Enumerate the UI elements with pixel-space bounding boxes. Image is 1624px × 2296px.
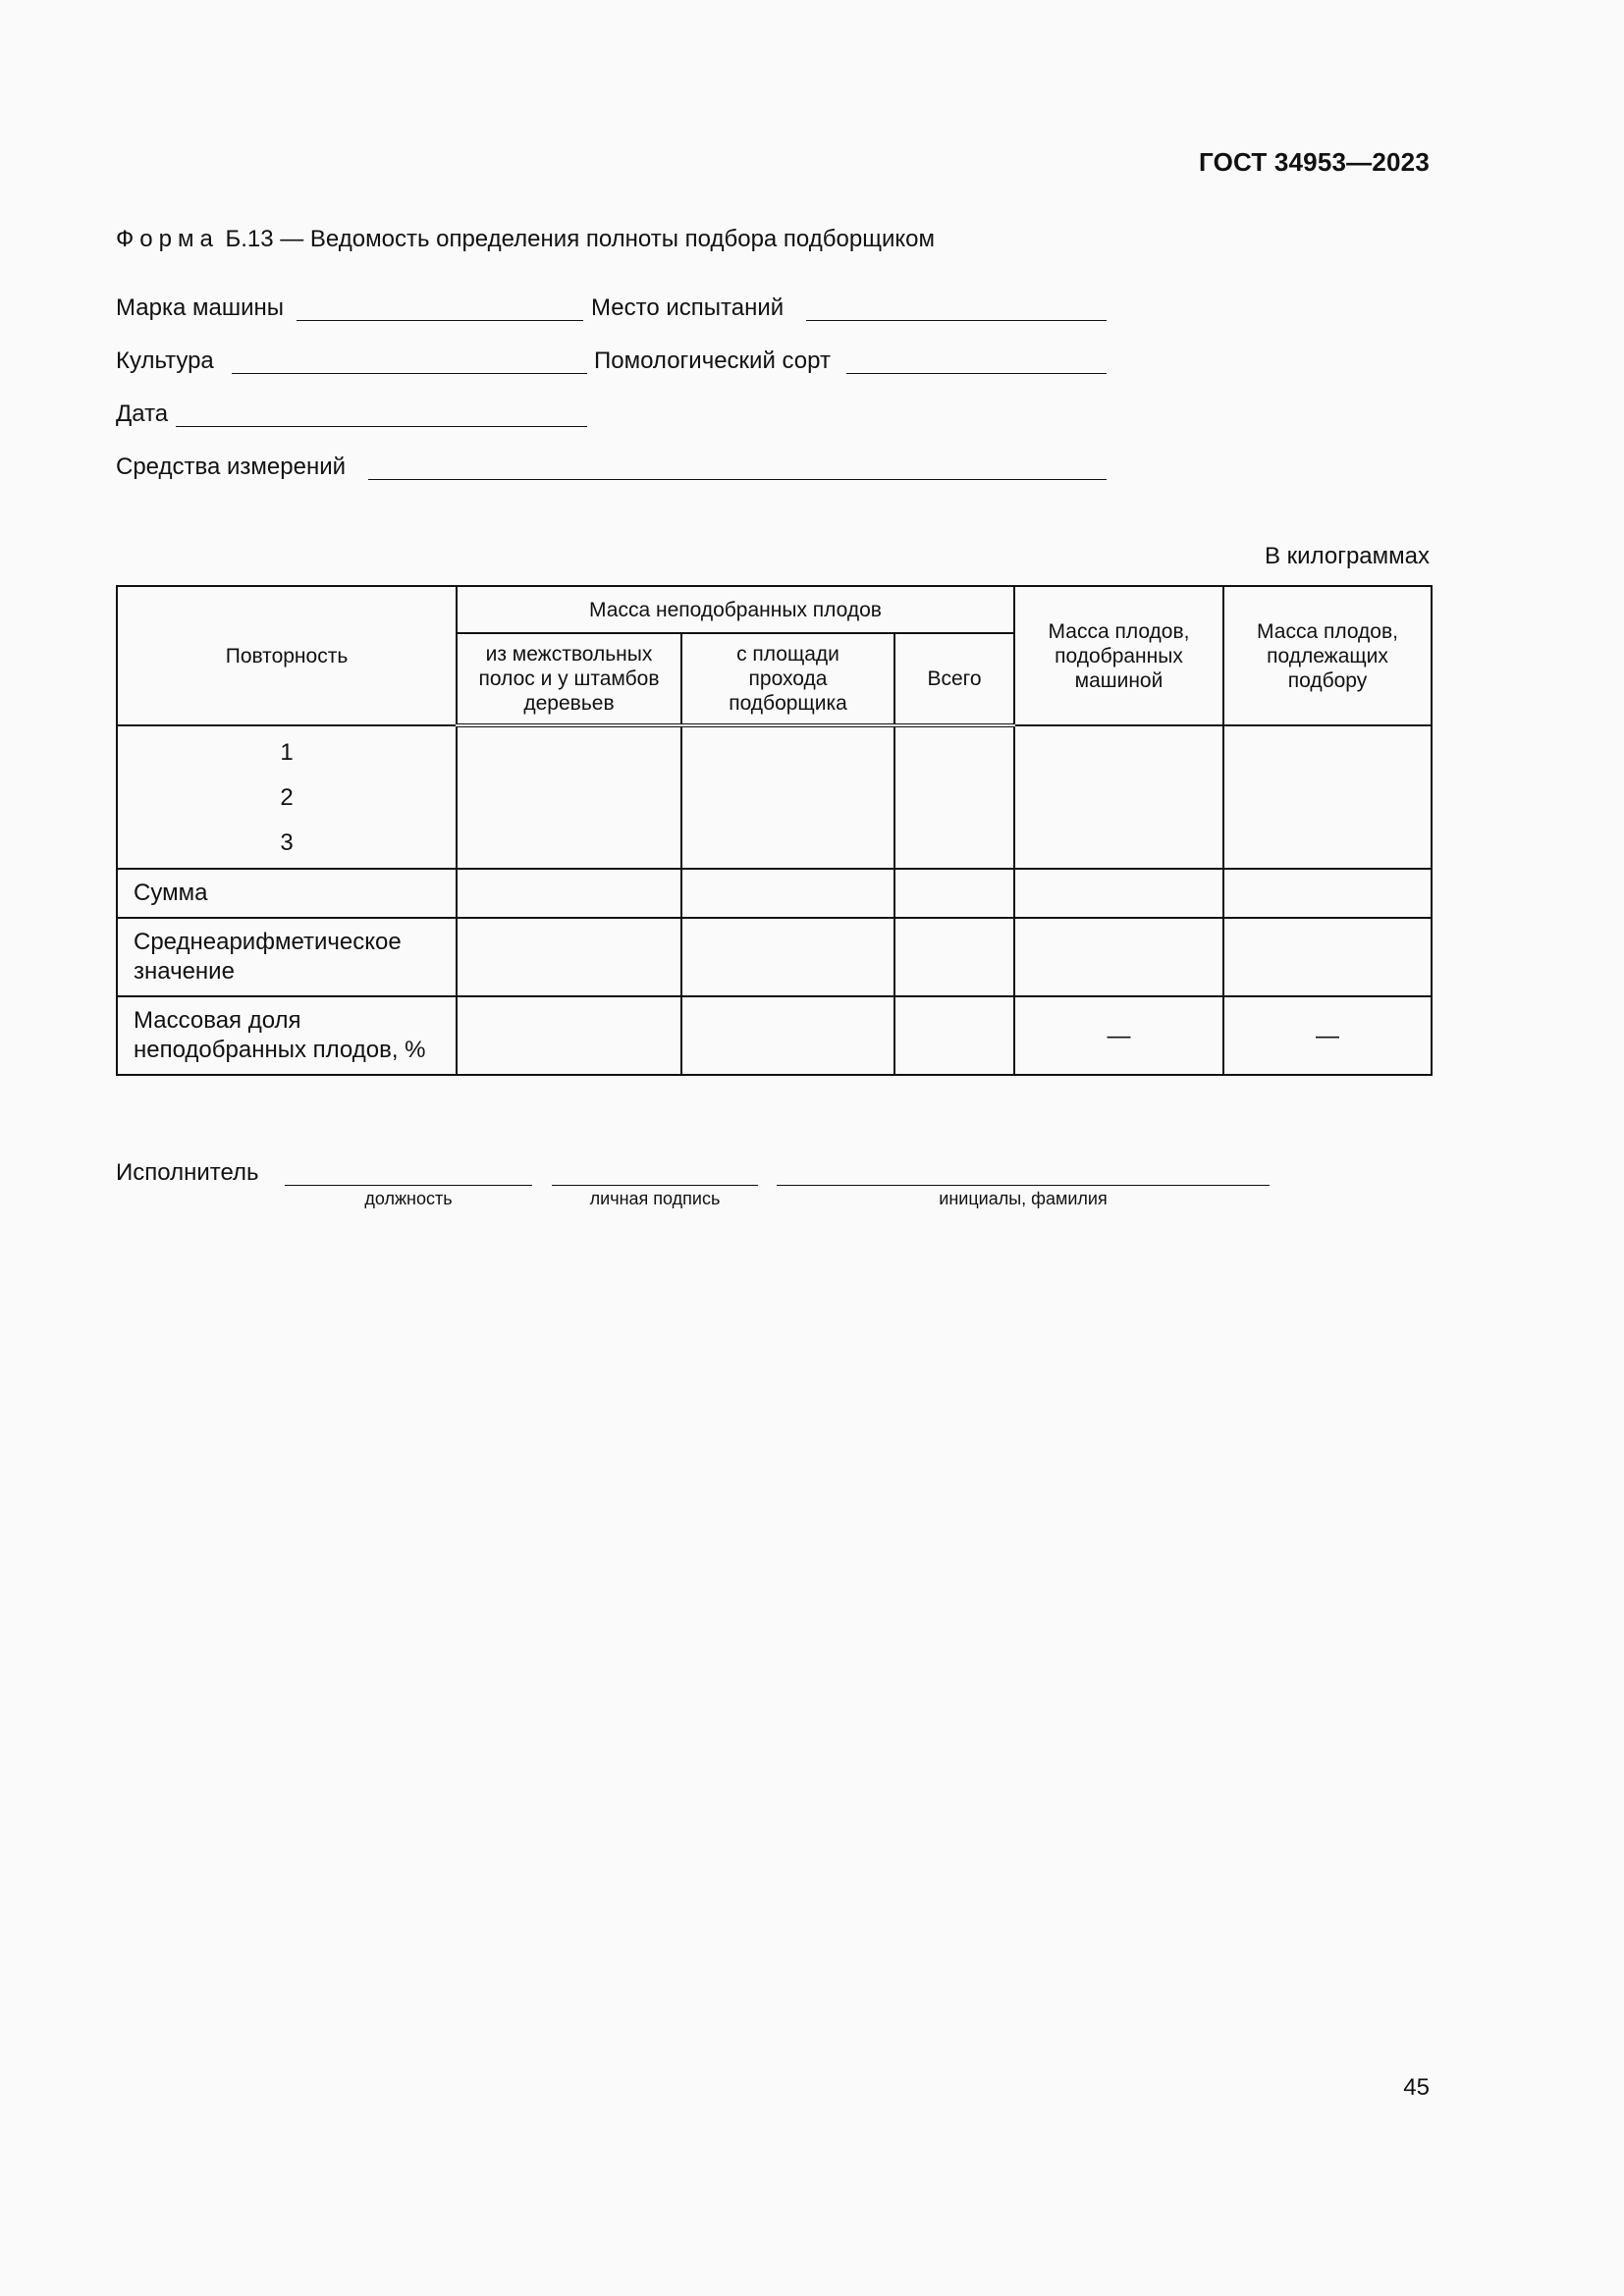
repetition-1: 1 [280, 739, 294, 766]
repetition-3: 3 [280, 829, 294, 856]
date-label: Дата [116, 400, 169, 427]
table-cell [1014, 725, 1223, 869]
machine-brand-label: Марка машины [116, 294, 285, 321]
performer-label: Исполнитель [116, 1159, 259, 1186]
culture-label: Культура [116, 347, 214, 374]
measuring-tools-label: Средства измерений [116, 454, 347, 480]
page-number: 45 [1403, 2074, 1430, 2101]
table-cell [457, 725, 681, 869]
pomological-variety-line [846, 373, 1107, 374]
header-mass-to-pick: Масса плодов, подлежащих подбору [1223, 586, 1432, 725]
table-cell [457, 996, 681, 1075]
table-cell [894, 996, 1014, 1075]
form-title-prefix: Форма [116, 226, 219, 252]
signature-caption: личная подпись [589, 1189, 721, 1208]
test-place-label: Место испытаний [591, 294, 785, 321]
table-cell [894, 869, 1014, 918]
measuring-tools-line [368, 479, 1107, 480]
table-cell [681, 869, 894, 918]
header-from-area: с площади прохода подборщика [681, 633, 894, 725]
table-cell [457, 918, 681, 996]
name-line [777, 1185, 1270, 1186]
header-from-strips: из межствольных полос и у штамбов деревьев [457, 633, 681, 725]
header-repetition: Повторность [117, 586, 457, 725]
row-label-share: Массовая доля неподобранных плодов, % [117, 996, 457, 1075]
table-cell [1014, 918, 1223, 996]
table-row-share [117, 996, 1432, 1075]
pomological-variety-label: Помологический сорт [594, 347, 831, 374]
table-cell [1223, 725, 1432, 869]
repetition-cell [117, 725, 457, 869]
form-title-text: Б.13 — Ведомость определения полноты подбора подборщиком [225, 226, 935, 252]
table-cell [1223, 869, 1432, 918]
table-cell [894, 918, 1014, 996]
row-label-sum: Сумма [117, 869, 457, 918]
measurement-table [116, 585, 1433, 1076]
table-cell [1014, 869, 1223, 918]
header-total: Всего [894, 633, 1014, 725]
repetition-2: 2 [280, 784, 294, 811]
table-cell [894, 725, 1014, 869]
date-line [176, 426, 587, 427]
dash-cell-picked: — [1014, 996, 1223, 1075]
form-title [116, 226, 935, 253]
signature-line [552, 1185, 758, 1186]
row-label-mean: Среднеарифметическое значение [117, 918, 457, 996]
unit-note: В килограммах [1265, 543, 1430, 569]
table-row-sum [117, 869, 1432, 918]
dash-cell-to-pick: — [1223, 996, 1432, 1075]
test-place-line [806, 320, 1107, 321]
header-mass-picked: Масса плодов, подобранных машиной [1014, 586, 1223, 725]
header-mass-unpicked: Масса неподобранных плодов [457, 586, 1014, 633]
table-cell [1223, 918, 1432, 996]
name-caption: инициалы, фамилия [939, 1189, 1108, 1208]
position-line [285, 1185, 532, 1186]
culture-line [232, 373, 587, 374]
table-cell [681, 725, 894, 869]
position-caption: должность [364, 1189, 453, 1208]
table-cell [457, 869, 681, 918]
table-row-mean [117, 918, 1432, 996]
standard-number: ГОСТ 34953—2023 [1199, 147, 1430, 177]
table-cell [681, 996, 894, 1075]
table-row-repetitions [117, 725, 1432, 869]
machine-brand-line [297, 320, 583, 321]
table-cell [681, 918, 894, 996]
